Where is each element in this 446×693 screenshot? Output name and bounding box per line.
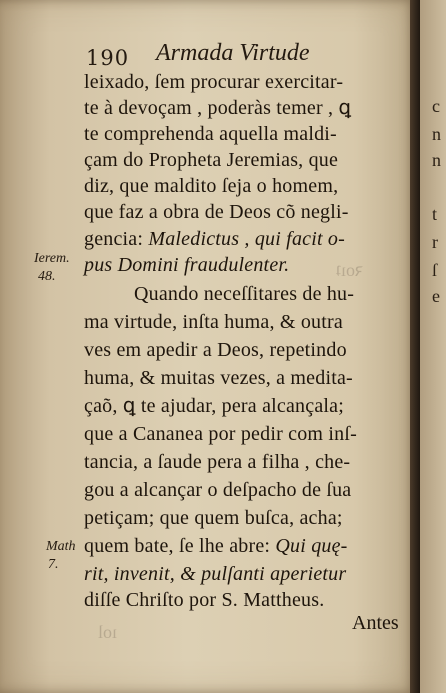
facing-page-char: ſ — [432, 260, 438, 280]
text-line: que faz a obra de Deos cõ negli- — [84, 201, 349, 223]
facing-page-char: c — [432, 96, 440, 116]
text-line: te comprehenda aquella maldi- — [84, 123, 337, 145]
page-header — [86, 40, 406, 70]
show-through-text: ꝛoıʇ — [336, 260, 364, 280]
facing-page-char: n — [432, 150, 441, 170]
facing-page-char: e — [432, 286, 440, 306]
text-line: huma, & muitas vezes, a medita- — [84, 367, 353, 389]
text-line: tancia, a ſaude pera a filha , che- — [84, 451, 351, 473]
text-line: diz, que maldito ſeja o homem, — [84, 175, 339, 197]
marginal-note: Ierem. 48. — [34, 251, 70, 284]
book-gutter — [410, 0, 420, 693]
text-line: çam do Propheta Jeremias, que — [84, 149, 339, 171]
running-title: Armada Virtude — [156, 40, 310, 66]
text-line: te à devoçam , poderàs temer , ꝗ — [84, 97, 352, 119]
facing-page-edge — [420, 0, 446, 693]
page-number: 190 — [86, 46, 130, 70]
text-line: çaõ, ꝗ te ajudar, pera alcançala; — [84, 395, 344, 417]
catchword: Antes — [352, 612, 399, 634]
text-line: petiçam; que quem buſca, acha; — [84, 507, 343, 529]
show-through-text: ıol — [98, 622, 118, 642]
text-line: ves em apedir a Deos, repetindo — [84, 339, 347, 361]
text-line: leixado, ſem procurar exercitar- — [84, 71, 344, 93]
text-line: pus Domini fraudulenter. — [84, 254, 290, 276]
text-line: gencia: Maledictus , qui facit o- — [84, 228, 345, 250]
facing-page-char: n — [432, 124, 441, 144]
facing-page-char: t — [432, 204, 438, 224]
text-line: ma virtude, inſta huma, & outra — [84, 311, 343, 333]
text-line: Quando neceſſitares de hu- — [134, 283, 355, 305]
facing-page-char: r — [432, 232, 438, 252]
text-line: quem bate, ſe lhe abre: Qui quę- — [84, 535, 348, 557]
text-line: gou a alcançar o deſpacho de ſua — [84, 479, 352, 501]
marginal-note: Math 7. — [46, 539, 76, 572]
text-line: rit, invenit, & pulſanti aperietur — [84, 563, 347, 585]
text-line: diſſe Chriſto por S. Mattheus. — [84, 589, 325, 611]
text-line: que a Cananea por pedir com inſ- — [84, 423, 357, 445]
